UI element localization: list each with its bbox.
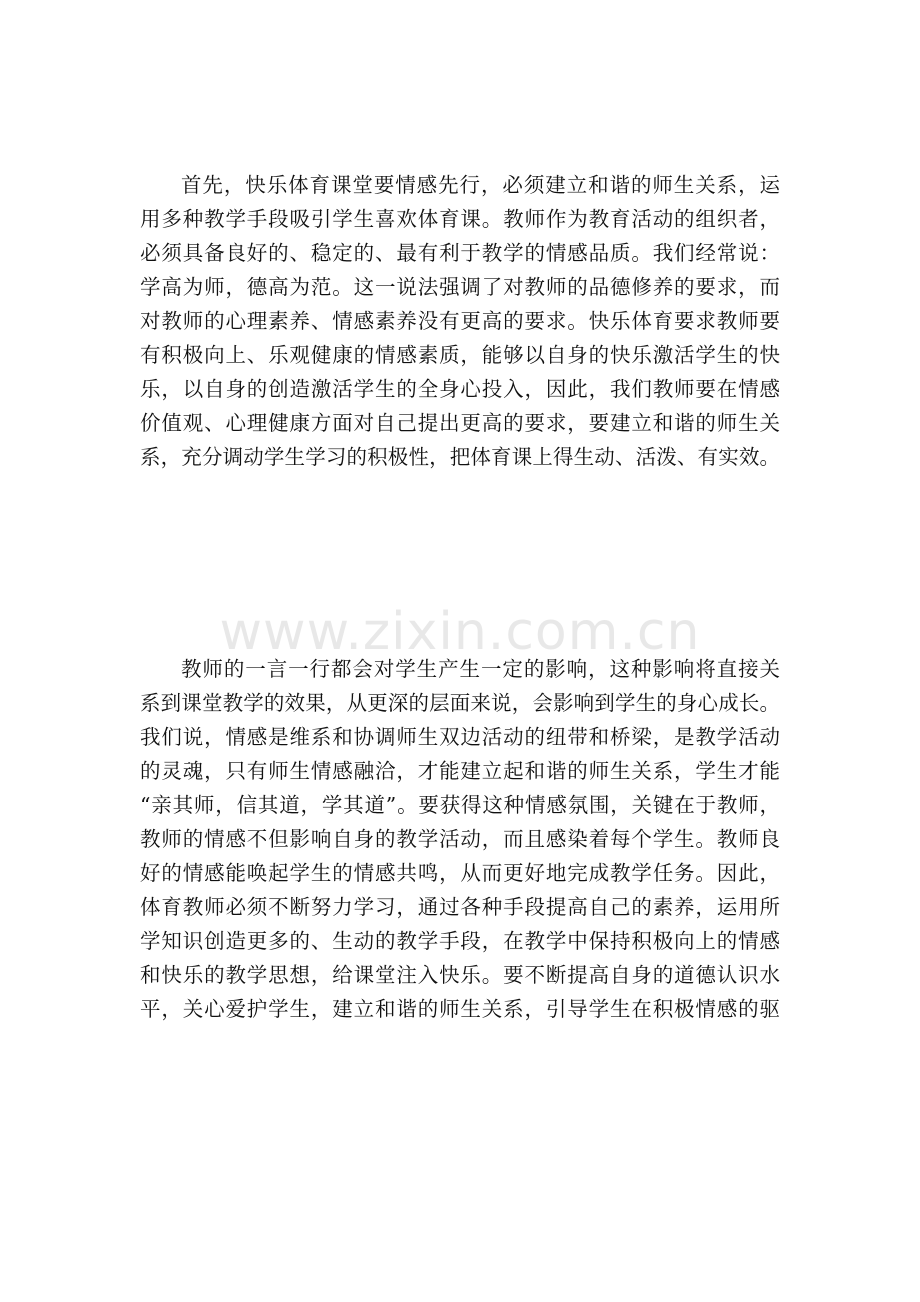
paragraph-line: 平，关心爱护学生，建立和谐的师生关系，引导学生在积极情感的驱 <box>140 997 780 1021</box>
paragraph-line: “亲其师，信其道，学其道”。要获得这种情感氛围，关键在于教师， <box>140 793 780 817</box>
paragraph-line: 我们说，情感是维系和协调师生双边活动的纽带和桥梁，是教学活动 <box>140 725 780 749</box>
paragraph-line: 用多种教学手段吸引学生喜欢体育课。教师作为教育活动的组织者， <box>140 207 780 231</box>
paragraph-line: 必须具备良好的、稳定的、最有利于教学的情感品质。我们经常说： <box>140 241 780 265</box>
paragraph-1 <box>140 168 780 474</box>
paragraph-line: 首先，快乐体育课堂要情感先行，必须建立和谐的师生关系，运 <box>181 173 780 197</box>
paragraph-line: 学知识创造更多的、生动的教学手段，在教学中保持积极向上的情感 <box>140 929 780 953</box>
paragraph-line: 系，充分调动学生学习的积极性，把体育课上得生动、活泼、有实效。 <box>140 445 780 469</box>
paragraph-line: 好的情感能唤起学生的情感共鸣，从而更好地完成教学任务。因此， <box>140 861 780 885</box>
paragraph-line: 价值观、心理健康方面对自己提出更高的要求，要建立和谐的师生关 <box>140 411 780 435</box>
paragraph-line: 对教师的心理素养、情感素养没有更高的要求。快乐体育要求教师要 <box>140 309 780 333</box>
paragraph-line: 教师的一言一行都会对学生产生一定的影响，这种影响将直接关 <box>181 657 780 681</box>
paragraph-line: 乐，以自身的创造激活学生的全身心投入，因此，我们教师要在情感 <box>140 377 780 401</box>
paragraph-line: 系到课堂教学的效果，从更深的层面来说，会影响到学生的身心成长。 <box>140 691 780 715</box>
paragraph-line: 的灵魂，只有师生情感融洽，才能建立起和谐的师生关系，学生才能 <box>140 759 780 783</box>
paragraph-line: 教师的情感不但影响自身的教学活动，而且感染着每个学生。教师良 <box>140 827 780 851</box>
paragraph-line: 有积极向上、乐观健康的情感素质，能够以自身的快乐激活学生的快 <box>140 343 780 367</box>
watermark: www.zixin.com.cn <box>219 602 701 662</box>
paragraph-line: 学高为师，德高为范。这一说法强调了对教师的品德修养的要求，而 <box>140 275 780 299</box>
paragraph-line: 体育教师必须不断努力学习，通过各种手段提高自己的素养，运用所 <box>140 895 780 919</box>
paragraph-line: 和快乐的教学思想，给课堂注入快乐。要不断提高自身的道德认识水 <box>140 963 780 987</box>
paragraph-2 <box>140 652 780 1026</box>
